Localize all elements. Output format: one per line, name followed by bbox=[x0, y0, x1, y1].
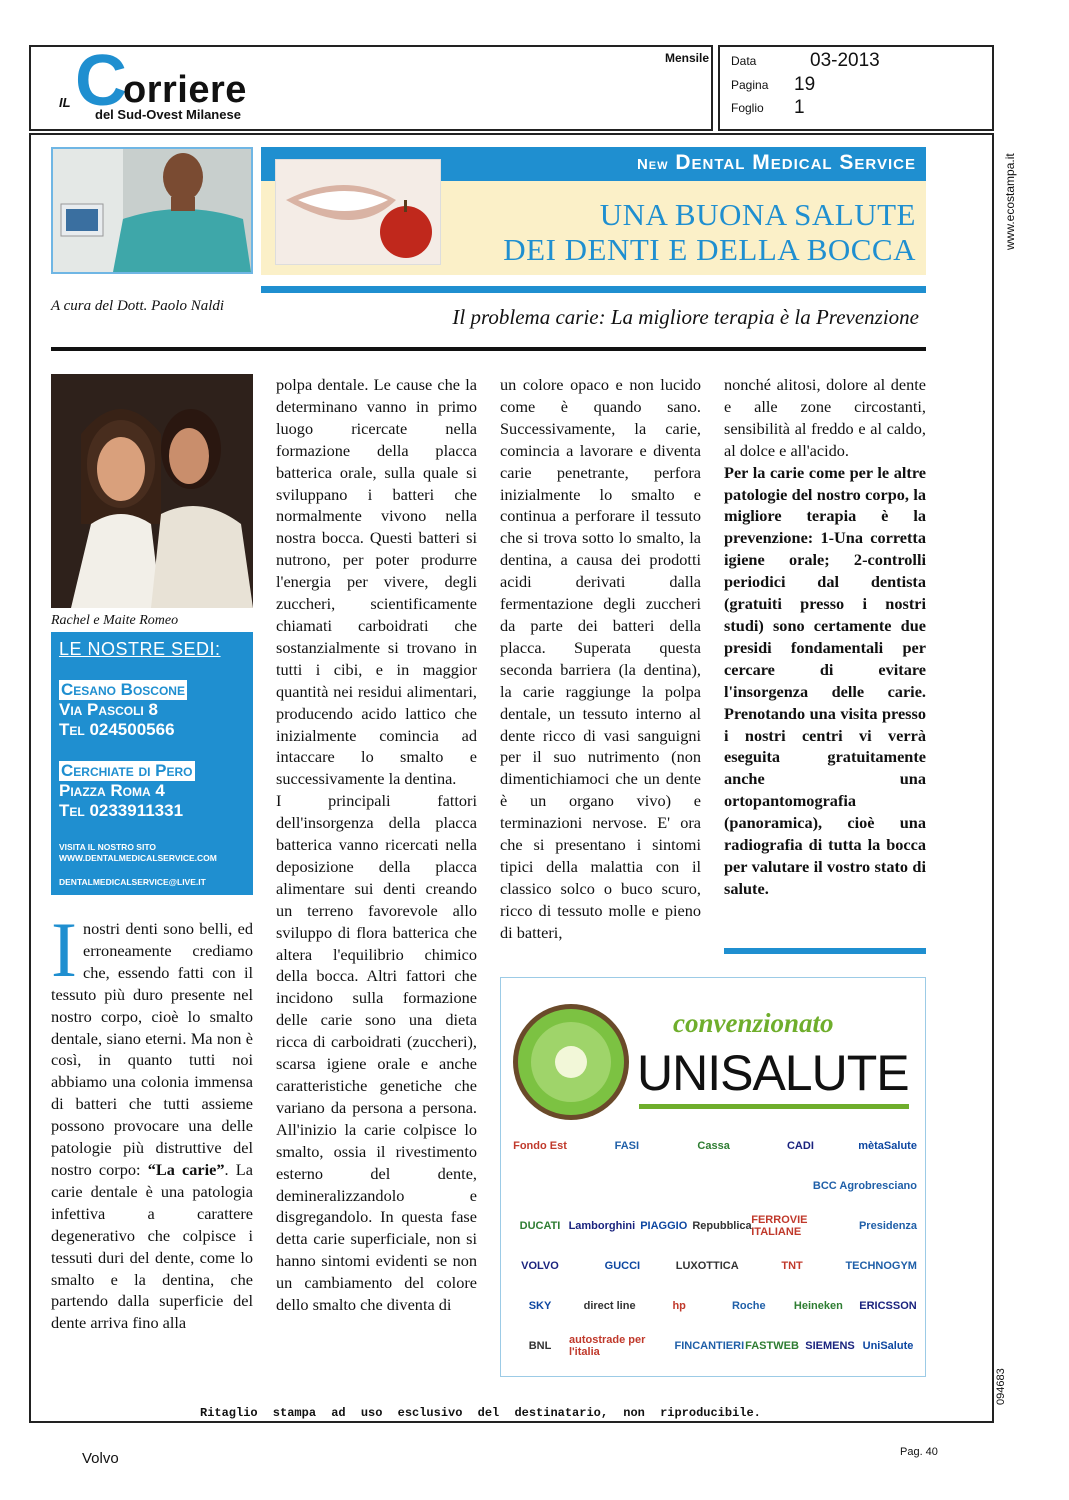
sedi-box bbox=[51, 632, 253, 895]
ad-convenzionato: convenzionato bbox=[673, 1008, 834, 1038]
partner-logo: CADI bbox=[786, 1140, 814, 1152]
col2-p1: polpa dentale. Le cause che la determinano vanno in primo luogo ricercate nella formazione della placca batterica orale, sulla quale si sviluppano i batteri che normalmente vivono nella nostra bocca. Questi batteri si nutrono, per poter produrre l'energia per vivere, degli zuccheri, scientificamente chiamati carboidrati che sostanzialmente si trovano in tutti i cibi, e in maggior quantità nei residui alimentari, producendo acido lattico che inizialmente comincia ad intaccare lo smalto e successivamente la dentina. bbox=[276, 375, 477, 789]
pagina-label: Pagina bbox=[731, 78, 769, 92]
ad-brand: UNISALUTE bbox=[637, 1045, 909, 1101]
headline-line2: DEI DENTI E DELLA BOCCA bbox=[503, 232, 916, 267]
foglio-label: Foglio bbox=[731, 101, 764, 115]
partner-logo: SKY bbox=[528, 1300, 552, 1312]
partner-logo: SIEMENS bbox=[805, 1340, 855, 1352]
footer-page: Pag. 40 bbox=[900, 1446, 938, 1458]
partner-logo: TNT bbox=[781, 1260, 803, 1272]
ad-brand-rule bbox=[639, 1104, 909, 1109]
logo-c: C bbox=[75, 41, 127, 121]
partner-logo: VOLVO bbox=[521, 1260, 559, 1272]
banner bbox=[261, 147, 926, 275]
col1-text: nostri denti sono belli, ed erroneamente crediamo che, essendo fatti con il tessuto più duro presente nel nostro corpo, cioè lo smalto dentale, siano eterni. Ma non è così, in quanto tutti noi abbiamo una colonia immensa di batteri che tutti assieme possono provocare una delle patologie più distruttive del nostro corpo: bbox=[51, 919, 253, 1179]
subtitle: Il problema carie: La migliore terapia è la Prevenzione bbox=[452, 305, 919, 329]
partner-logo: FERROVIE ITALIANE bbox=[751, 1214, 808, 1238]
data-value: 03-2013 bbox=[810, 50, 880, 71]
partner-logo: LUXOTTICA bbox=[675, 1260, 739, 1272]
loc1-address: Via Pascoli 8 bbox=[59, 700, 158, 719]
meta-box bbox=[718, 45, 994, 131]
partner-logo: hp bbox=[672, 1300, 686, 1312]
kicker-rest: Dental Medical Service bbox=[675, 151, 916, 174]
partner-logo: Cassa bbox=[697, 1140, 730, 1152]
col4-bold: Per la carie come per le altre patologie del nostro corpo, la migliore terapia è la prevenzione: 1-Una corretta igiene orale; 2-controlli periodici dal dentista (gratuiti presso i nostri studi) sono certamente due presidi fondamentali per cercare di evitare l'insorgenza delle carie. Prenotando una visita presso i nostri centri vi verrà eseguita gratuitamente anche una ortopantomografia (panoramica), cioè una radiografia di tutta la bocca per valutare il vostro stato di salute. bbox=[724, 462, 926, 898]
partner-logo: DUCATI bbox=[519, 1220, 561, 1232]
loc2-name: Cerchiate di Pero bbox=[61, 761, 193, 780]
partner-logo: Repubblica bbox=[692, 1220, 752, 1232]
side-website: www.ecostampa.it bbox=[1003, 153, 1017, 250]
pagina-value: 19 bbox=[794, 74, 816, 95]
partner-logo: FASI bbox=[614, 1140, 640, 1152]
kiwi-image bbox=[511, 1002, 631, 1122]
side-code: 094683 bbox=[995, 1368, 1007, 1405]
kicker-new: New bbox=[636, 156, 669, 173]
foglio-value: 1 bbox=[794, 97, 805, 118]
article-col-4 bbox=[724, 374, 926, 900]
col4-p1: nonché alitosi, dolore al dente e alle zone circostanti, sensibilità al freddo e al caldo, al dolce e all'acido. bbox=[724, 375, 926, 460]
visit-label: VISITA IL NOSTRO SITO bbox=[59, 842, 156, 852]
dropcap: I bbox=[51, 906, 77, 993]
masthead-box bbox=[29, 41, 713, 131]
headline-line1: UNA BUONA SALUTE bbox=[599, 197, 916, 232]
partner-logo: ERICSSON bbox=[859, 1300, 917, 1312]
loc1-name: Cesano Boscone bbox=[61, 680, 185, 699]
col2-p2: I principali fattori dell'insorgenza della placca batterica vanno ricercati nella deposizione della placca alimentare sui denti creando un terreno favorevole allo sviluppo di flora batterica che altera l'equilibrio chimico della bocca. Altri fattori che incidono sulla formazione delle carie sono una dieta ricca di carboidrati (zuccheri), scarsa igiene orale e anche caratteristiche genetiche che variano da persona a persona. All'inizio la carie colpisce lo smalto, ossia il rivestimento esterno del dente, demineralizzandolo e disgregandolo. In questa fase detta carie superficiale, non si hanno sintomi evidenti se non un cambiamento del colore dello smalto che diventa di bbox=[276, 791, 477, 1315]
partner-logos bbox=[511, 1126, 917, 1366]
people-photo bbox=[51, 374, 253, 608]
partner-logo: direct line bbox=[583, 1300, 636, 1312]
partner-logo: Fondo Est bbox=[513, 1140, 567, 1152]
col3-text: un colore opaco e non lucido come è quando sano. Successivamente, la carie, comincia a lavorare e diventa carie penetrante, perfora inizialmente lo smalto e continua a perforare il tessuto che si trova sotto lo smalto, la dentina, a causa dei prodotti acidi derivati dalla fermentazione degli zuccheri da parte dei batteri della placca. Superata questa seconda barriera (la dentina), la carie raggiunge la polpa dentale, un tessuto interno al dente ricco di vasi sanguigni per il suo nutrimento (non dimentichiamoci che un dente è un organo vivo) e terminazioni nervose. E' ora che si presentano i sintomi tipici della malattia con il classico solco o buco scuro, ricco di tessuto molle e pieno di batteri, bbox=[500, 375, 701, 942]
rule-heavy bbox=[51, 347, 926, 351]
article-col-2 bbox=[276, 374, 477, 1316]
partner-logo: Presidenza bbox=[858, 1220, 918, 1232]
sedi-title: LE NOSTRE SEDI: bbox=[59, 639, 221, 659]
partner-logo: Lamborghini bbox=[568, 1220, 636, 1232]
col4-rule bbox=[724, 948, 926, 954]
partner-logo: BNL bbox=[528, 1340, 552, 1352]
partner-logo: FINCANTIERI bbox=[674, 1340, 745, 1352]
footer-notice: Ritaglio stampa ad uso esclusivo del destinatario, non riproducibile. bbox=[200, 1406, 761, 1420]
partner-logo: Heineken bbox=[793, 1300, 843, 1312]
logo-title: orriere bbox=[123, 69, 247, 111]
banner-underline bbox=[261, 286, 926, 293]
sedi-email[interactable]: DENTALMEDICALSERVICE@LIVE.IT bbox=[59, 877, 206, 887]
loc1-phone: Tel 024500566 bbox=[59, 720, 175, 739]
byline: A cura del Dott. Paolo Naldi bbox=[51, 298, 225, 314]
col1-end: . La carie dentale è una patologia infettiva a carattere degenerativo che colpisce i tessuti duri del dente, come lo smalto e la dentina, che partendo dalla superficie del dente arriva fino alla bbox=[51, 1159, 253, 1333]
partner-logo: BCC Agrobresciano bbox=[812, 1180, 917, 1192]
doctor-photo bbox=[51, 147, 253, 274]
frequency: Mensile bbox=[665, 51, 710, 65]
partner-logo: PIAGGIO bbox=[640, 1220, 688, 1232]
partner-logo: autostrade per l'italia bbox=[569, 1334, 646, 1358]
data-label: Data bbox=[731, 54, 757, 68]
logo-subtitle: del Sud-Ovest Milanese bbox=[95, 107, 241, 122]
partner-logo: TECHNOGYM bbox=[845, 1260, 917, 1272]
footer-left: Volvo bbox=[82, 1450, 119, 1467]
banner-kicker bbox=[637, 151, 916, 175]
loc2-address: Piazza Roma 4 bbox=[59, 781, 165, 800]
smile-photo bbox=[275, 159, 441, 265]
col1-bold: “La carie” bbox=[147, 1159, 225, 1179]
logo-il: IL bbox=[59, 95, 71, 110]
photo-caption: Rachel e Maite Romeo bbox=[51, 613, 179, 628]
loc2-phone: Tel 0233911331 bbox=[59, 801, 184, 820]
partner-logo: mètaSalute bbox=[858, 1140, 917, 1152]
unisalute-ad bbox=[500, 977, 926, 1377]
partner-logo: GUCCI bbox=[604, 1260, 641, 1272]
partner-logo: FASTWEB bbox=[745, 1340, 799, 1352]
partner-logo: UniSalute bbox=[862, 1340, 914, 1352]
article-col-1 bbox=[51, 906, 253, 1334]
partner-logo: Roche bbox=[731, 1300, 766, 1312]
sedi-website[interactable]: WWW.DENTALMEDICALSERVICE.COM bbox=[59, 853, 217, 863]
article-col-3 bbox=[500, 374, 701, 944]
